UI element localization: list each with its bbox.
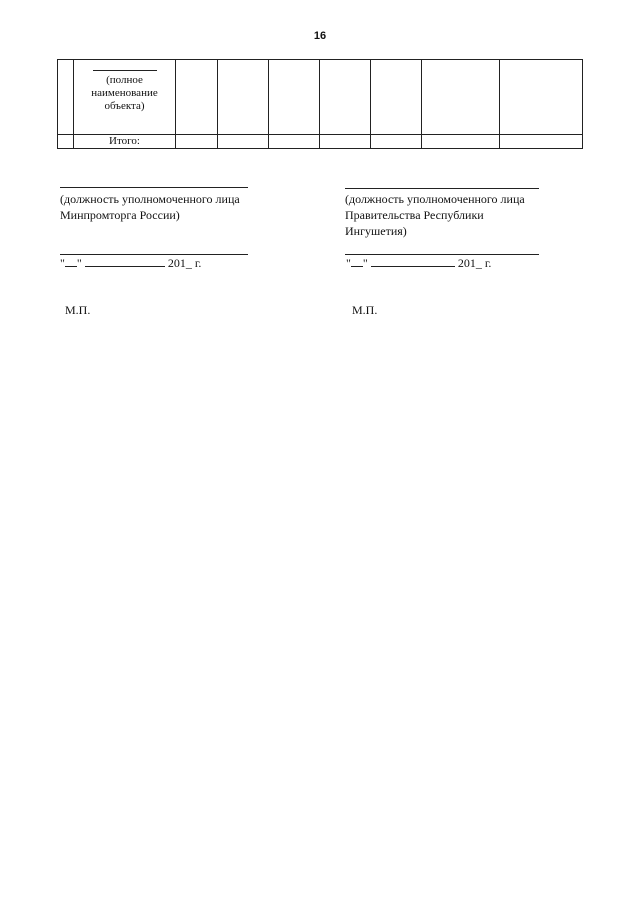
left-date-row <box>60 256 201 270</box>
right-date-day-blank <box>351 256 363 267</box>
object-name-cell <box>74 60 176 135</box>
right-date-month-blank <box>371 256 455 267</box>
page-number: 16 <box>313 30 327 42</box>
table-row-total <box>58 135 583 149</box>
left-date-month-blank <box>85 256 165 267</box>
right-date-top-line <box>345 254 539 255</box>
right-stamp-label: М.П. <box>352 303 378 317</box>
object-label-line: объекта) <box>104 100 145 112</box>
table-cell <box>58 60 74 135</box>
left-signature-line <box>60 187 248 188</box>
left-position-caption: (должность уполномоченного лица Минпромторга России) <box>60 192 240 222</box>
right-date-quote-open: " <box>346 256 351 270</box>
left-date-top-line <box>60 254 248 255</box>
right-date-year: 201_ г. <box>457 256 492 270</box>
table-cell <box>422 60 500 135</box>
table-cell <box>371 135 422 149</box>
object-label-line: наименование <box>91 87 158 99</box>
right-date-row <box>346 256 491 270</box>
table-cell <box>500 135 583 149</box>
left-date-quote-open: " <box>60 256 65 270</box>
left-date-day-blank <box>65 256 77 267</box>
table-cell <box>500 60 583 135</box>
table-cell <box>320 135 371 149</box>
left-date-quote-close: " <box>76 256 82 270</box>
object-name-blank <box>93 70 157 71</box>
table-cell <box>58 135 74 149</box>
table-cell <box>320 60 371 135</box>
table-cell <box>176 60 218 135</box>
table-cell <box>269 135 320 149</box>
left-date-year: 201_ г. <box>167 256 202 270</box>
right-signature-line <box>345 188 539 189</box>
table-cell <box>218 60 269 135</box>
table-cell <box>422 135 500 149</box>
table-cell <box>269 60 320 135</box>
left-stamp-label: М.П. <box>65 303 91 317</box>
table-cell <box>371 60 422 135</box>
right-position-caption: (должность уполномоченного лица Правительства Республики Ингушетия) <box>345 192 525 238</box>
table-cell <box>218 135 269 149</box>
table-row <box>58 60 583 135</box>
right-date-quote-close: " <box>362 256 368 270</box>
table-cell <box>176 135 218 149</box>
objects-table <box>57 59 583 149</box>
object-label-line: (полное <box>106 74 143 86</box>
total-label: Итого: <box>74 135 176 149</box>
